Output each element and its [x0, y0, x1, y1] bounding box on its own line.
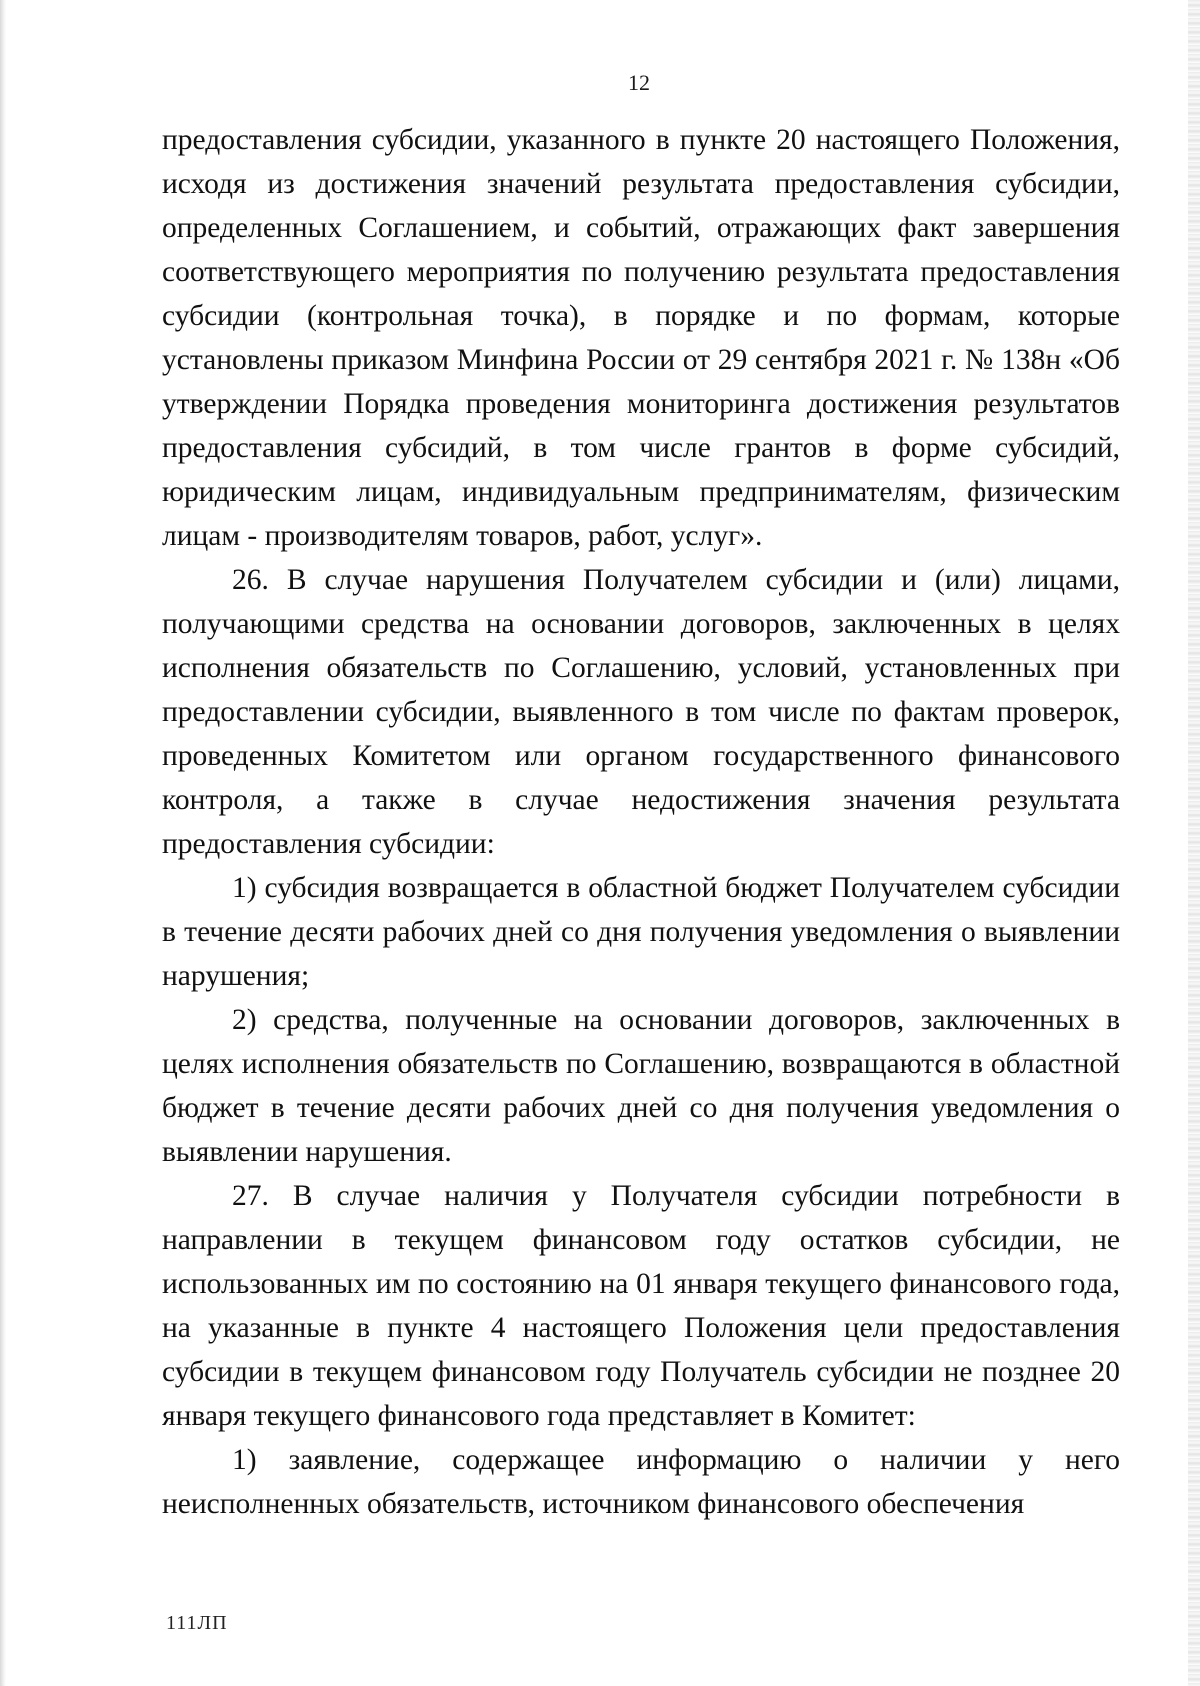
paragraph-item-27: 27. В случае наличия у Получателя субсидии потребности в направлении в текущем финансовом году остатков субсидии, не использованных им по состоянию на 01 января текущего финансового года, на указанные в пункте 4 настоящего Положения цели предоставления субсидии в текущем финансовом году Получатель субсидии не позднее 20 января текущего финансового года представляет в Комитет: — [162, 1180, 1120, 1432]
page-number: 12 — [628, 70, 650, 95]
paragraph-continuation: предоставления субсидии, указанного в пункте 20 настоящего Положения, исходя из достижения значений результата предоставления субсидии, определенных Соглашением, и событий, отражающих факт завершения соответствующего мероприятия по получению результата предоставления субсидии (контрольная точка), в порядке и по формам, которые установлены приказом Минфина России от 29 сентября 2021 г. № 138н «Об утверждении Порядка проведения мониторинга достижения результатов предоставления субсидий, в том числе грантов в форме субсидий, юридическим лицам, индивидуальным предпринимателям, физическим лицам - производителям товаров, работ, услуг». — [162, 124, 1120, 552]
scan-edge-left — [0, 0, 6, 1686]
paragraph-item-26-2: 2) средства, полученные на основании договоров, заключенных в целях исполнения обязательств по Соглашению, возвращаются в областной бюджет в течение десяти рабочих дней со дня получения уведомления о выявлении нарушения. — [162, 1004, 1120, 1168]
document-body — [162, 118, 1120, 1526]
paragraph-item-26: 26. В случае нарушения Получателем субсидии и (или) лицами, получающими средства на основании договоров, заключенных в целях исполнения обязательств по Соглашению, условий, установленных при предоставлении субсидии, выявленного в том числе по фактам проверок, проведенных Комитетом или органом государственного финансового контроля, а также в случае недостижения значения результата предоставления субсидии: — [162, 564, 1120, 860]
footer-document-code: 111ЛП — [166, 1612, 228, 1634]
scan-edge-right — [1188, 0, 1200, 1686]
paragraph-item-27-1: 1) заявление, содержащее информацию о наличии у него неисполненных обязательств, источником финансового обеспечения — [162, 1444, 1120, 1520]
paragraph-item-26-1: 1) субсидия возвращается в областной бюджет Получателем субсидии в течение десяти рабочих дней со дня получения уведомления о выявлении нарушения; — [162, 872, 1120, 992]
